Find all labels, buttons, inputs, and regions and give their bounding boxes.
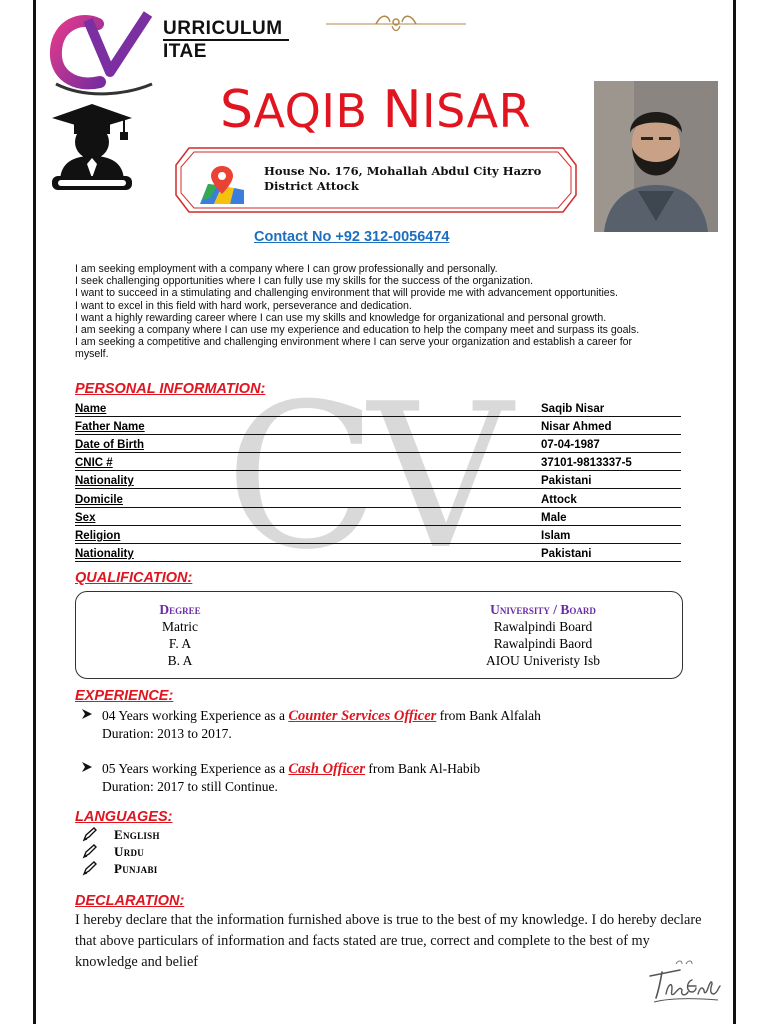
pen-bullet-icon: [82, 826, 98, 842]
language-name: English: [114, 827, 160, 842]
declaration-heading-text: DECLARATION:: [75, 893, 185, 909]
info-value: Pakistani: [541, 475, 592, 488]
portrait-icon: [594, 81, 718, 232]
info-row: [75, 526, 681, 544]
board-column: [436, 601, 650, 669]
cv-watermark: CV: [225, 361, 503, 594]
info-row: [75, 399, 681, 417]
curriculum-vitae-word: [163, 18, 289, 62]
board-header: University / Board: [490, 602, 596, 617]
info-value: Islam: [541, 529, 571, 542]
info-value: 37101-9813337-5: [541, 457, 632, 470]
info-row: [75, 489, 681, 507]
address-text: [264, 164, 554, 194]
page-border-right: [733, 0, 736, 1024]
objective-line: I want to excel in this field with hard work, perseverance and dedication.: [75, 299, 412, 312]
objective-line: I am seeking a competitive and challenging environment where I can serve your organization and establish a career for: [75, 336, 633, 349]
language-name: Urdu: [114, 844, 145, 859]
languages-heading: [75, 809, 172, 825]
experience-body: [102, 760, 480, 795]
info-key: Sex: [75, 511, 96, 524]
arrow-bullet-icon: [80, 760, 94, 774]
graduate-icon: [50, 100, 134, 196]
experience-role: Counter Services Officer: [288, 708, 437, 724]
experience-prefix: 04 Years working Experience as a: [102, 708, 289, 723]
map-location-icon: [198, 164, 246, 206]
experience-heading-text: EXPERIENCE:: [75, 688, 174, 704]
contact-number[interactable]: [254, 229, 449, 245]
info-value: Attock: [541, 493, 577, 506]
info-row: [75, 544, 681, 562]
languages-heading-text: LANGUAGES:: [75, 809, 173, 825]
board-cell: AIOU Univeristy Isb: [486, 653, 600, 668]
name-first-rest: AQIB: [253, 84, 368, 138]
name-first-initial: S: [220, 80, 254, 140]
experience-duration: Duration: 2013 to 2017.: [102, 726, 232, 741]
experience-prefix: 05 Years working Experience as a: [102, 761, 289, 776]
info-value: Pakistani: [541, 547, 592, 560]
experience-line: [102, 760, 480, 778]
address-line2: District Attock: [264, 179, 359, 193]
info-row: [75, 508, 681, 526]
degree-column: [116, 601, 244, 669]
info-row: [75, 417, 681, 435]
page-border-left: [33, 0, 36, 1024]
info-key: Domicile: [75, 493, 123, 506]
cv-logo-icon: [48, 10, 158, 98]
objective-line: I want a highly rewarding career where I can use my skills and knowledge for organizational and personal growth.: [75, 311, 607, 324]
ornament-divider-icon: [326, 12, 466, 36]
objective-line: I am seeking a company where I can use my experience and education to help the company meet and surpass its goals.: [75, 324, 640, 337]
language-name: Punjabi: [114, 861, 158, 876]
experience-line: [102, 707, 541, 725]
profile-photo: [594, 81, 718, 232]
candidate-name: [220, 80, 531, 140]
info-key: Nationality: [75, 547, 134, 560]
pen-bullet-icon: [82, 860, 98, 876]
cv-word-line2: ITAE: [163, 41, 207, 62]
objective-line: myself.: [75, 348, 109, 361]
objective-line: I want to succeed in a stimulating and challenging environment that will provide me with advancement opportunities.: [75, 287, 618, 300]
degree-header: Degree: [159, 602, 201, 617]
board-cell: Rawalpindi Baord: [493, 636, 593, 651]
degree-cell: Matric: [162, 619, 198, 634]
cv-word-line1: URRICULUM: [163, 18, 289, 41]
experience-role: Cash Officer: [288, 761, 365, 777]
personal-info-heading-text: PERSONAL INFORMATION:: [75, 381, 266, 397]
objective-paragraph: [75, 263, 715, 361]
info-value: Male: [541, 511, 567, 524]
contact-number-text[interactable]: Contact No +92 312-0056474: [254, 229, 450, 245]
experience-heading: [75, 688, 173, 704]
experience-suffix: from Bank Al-Habib: [365, 761, 481, 776]
degree-cell: F. A: [168, 636, 192, 651]
experience-suffix: from Bank Alfalah: [436, 708, 541, 723]
info-key: CNIC #: [75, 457, 113, 470]
info-value: Saqib Nisar: [541, 403, 605, 416]
degree-cell: B. A: [167, 653, 193, 668]
info-key: Father Name: [75, 421, 145, 434]
experience-body: [102, 707, 541, 742]
experience-duration: Duration: 2017 to still Continue.: [102, 779, 278, 794]
qualification-heading: [75, 570, 192, 586]
info-row: [75, 453, 681, 471]
the-end-script-icon: [640, 958, 724, 1006]
info-row: [75, 471, 681, 489]
personal-info-table: [75, 399, 681, 562]
declaration-text: I hereby declare that the information furnished above is true to the best of my knowledge. I do hereby declare that above particulars of information and facts stated are true, correct and complete to the best of my knowledge and belief: [75, 912, 702, 970]
objective-line: I am seeking employment with a company where I can grow professionally and personally.: [75, 263, 498, 275]
name-last-rest: ISAR: [422, 84, 532, 138]
qualification-table: [75, 591, 683, 679]
info-key: Religion: [75, 529, 121, 542]
pen-bullet-icon: [82, 843, 98, 859]
objective-line: I seek challenging opportunities where I can fully use my skills for the success of the organization.: [75, 275, 534, 288]
info-key: Nationality: [75, 475, 134, 488]
declaration-heading: [75, 893, 184, 909]
name-last-initial: N: [382, 80, 423, 140]
info-row: [75, 435, 681, 453]
arrow-bullet-icon: [80, 707, 94, 721]
personal-info-heading: [75, 381, 265, 397]
info-key: Date of Birth: [75, 439, 144, 452]
board-cell: Rawalpindi Board: [493, 619, 593, 634]
address-line1: House No. 176, Mohallah Abdul City Hazro: [264, 164, 542, 178]
info-value: Nisar Ahmed: [541, 421, 612, 434]
info-key: Name: [75, 403, 107, 416]
qualification-heading-text: QUALIFICATION:: [75, 570, 193, 586]
info-value: 07-04-1987: [541, 439, 600, 452]
